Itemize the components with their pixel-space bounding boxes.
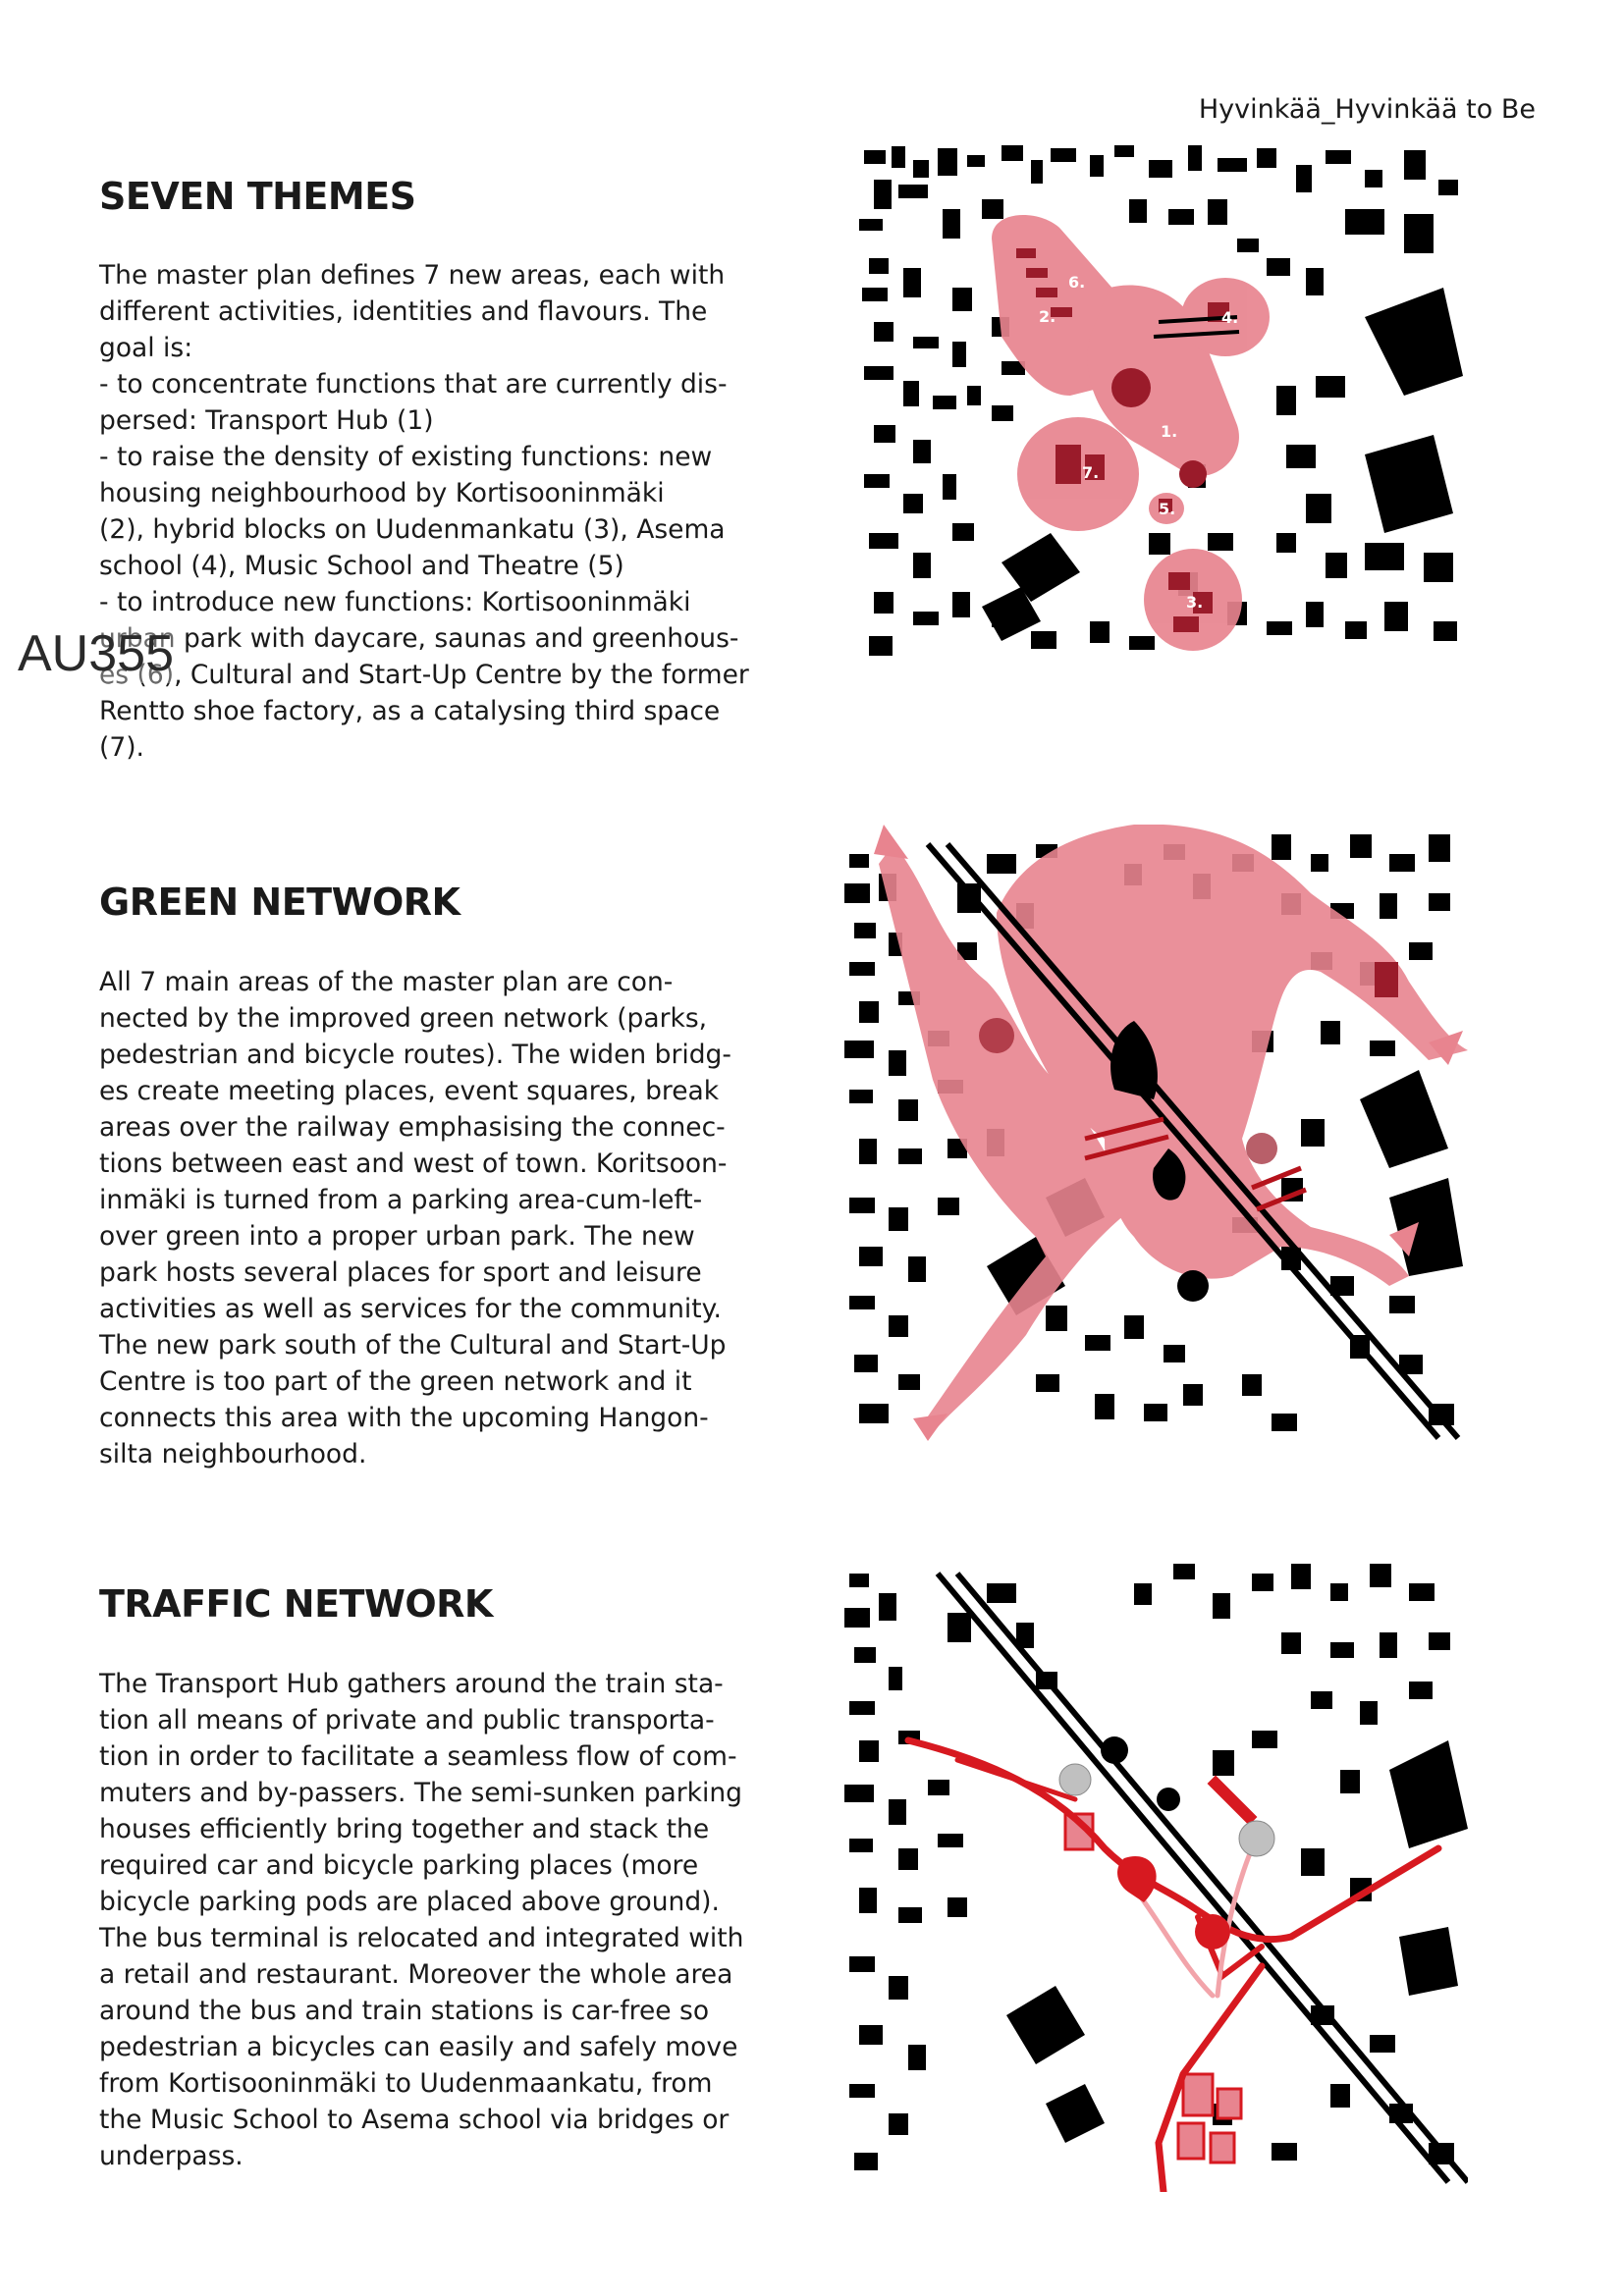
text-line: The master plan defines 7 new areas, each with (99, 260, 726, 291)
section-heading-traffic-network: TRAFFIC NETWORK (99, 1582, 493, 1626)
text-line: es (6), Cultural and Start-Up Centre by the former (99, 660, 749, 690)
map-label: 2. (1039, 307, 1056, 326)
text-line: housing neighbourhood by Kortisooninmäki (99, 478, 665, 508)
transport-hub-buildings (1117, 1776, 1257, 1949)
text-line: around the bus and train stations is car-free so (99, 1996, 710, 2026)
text-line: activities as well as services for the community. (99, 1294, 722, 1324)
text-line: Rentto shoe factory, as a catalysing third space (99, 696, 721, 726)
text-line: from Kortisooninmäki to Uudenmaankatu, from (99, 2068, 713, 2099)
text-line: connects this area with the upcoming Hangon- (99, 1403, 709, 1433)
text-line: - to concentrate functions that are currently dis- (99, 369, 728, 400)
text-line: underpass. (99, 2141, 244, 2171)
text-line: silta neighbourhood. (99, 1439, 367, 1469)
text-line: over green into a proper urban park. The new (99, 1221, 695, 1252)
text-line: tion in order to facilitate a seamless flow of com- (99, 1741, 737, 1772)
map-label: 1. (1161, 422, 1178, 441)
text-line: required car and bicycle parking places (more (99, 1850, 699, 1881)
text-line: - to introduce new functions: Kortisooninmäki (99, 587, 691, 617)
plan-id-label: AU355 (18, 625, 174, 682)
text-line: different activities, identities and flavours. The (99, 296, 708, 327)
text-line: urban park with daycare, saunas and greenhous- (99, 623, 739, 654)
seven-themes-text (99, 257, 777, 766)
text-line: bicycle parking pods are placed above ground). (99, 1887, 720, 1917)
text-line: es create meeting places, event squares, break (99, 1076, 720, 1106)
text-line: tion all means of private and public transporta- (99, 1705, 715, 1735)
text-line: The bus terminal is relocated and integrated with (99, 1923, 744, 1953)
text-line: persed: Transport Hub (1) (99, 405, 434, 436)
text-line: the Music School to Asema school via bridges or (99, 2105, 730, 2135)
map-label: 6. (1068, 273, 1086, 292)
text-line: All 7 main areas of the master plan are con- (99, 967, 674, 997)
green-network-text (99, 964, 777, 1472)
text-line: park hosts several places for sport and leisure (99, 1257, 702, 1288)
text-line: a retail and restaurant. Moreover the whole area (99, 1959, 733, 1990)
text-line: houses efficiently bring together and stack the (99, 1814, 710, 1844)
text-line: Centre is too part of the green network and it (99, 1366, 692, 1397)
text-line: pedestrian and bicycle routes). The widen bridg- (99, 1040, 731, 1070)
section-heading-seven-themes: SEVEN THEMES (99, 175, 416, 218)
text-line: (7). (99, 732, 144, 763)
traffic-network-text (99, 1666, 777, 2174)
text-line: goal is: (99, 333, 193, 363)
building-footprints (844, 1564, 1468, 2170)
text-line: school (4), Music School and Theatre (5) (99, 551, 624, 581)
map-label: 5. (1159, 500, 1176, 518)
text-line: The Transport Hub gathers around the train sta- (99, 1669, 724, 1699)
text-line: (2), hybrid blocks on Uudenmankatu (3), Asema (99, 514, 726, 545)
text-line: tions between east and west of town. Koritsoon- (99, 1148, 728, 1179)
text-line: inmäki is turned from a parking area-cum-left- (99, 1185, 703, 1215)
text-line: pedestrian a bicycles can easily and safely move (99, 2032, 738, 2062)
document-title: Hyvinkää_Hyvinkää to Be (1198, 94, 1536, 125)
text-line: - to raise the density of existing functions: new (99, 442, 713, 472)
seven-themes-map (854, 140, 1473, 670)
map-label: 3. (1186, 593, 1204, 612)
green-network-map (839, 825, 1468, 1443)
map-label: 4. (1221, 308, 1239, 327)
text-line: areas over the railway emphasising the connec- (99, 1112, 726, 1143)
section-heading-green-network: GREEN NETWORK (99, 881, 460, 924)
text-line: The new park south of the Cultural and Start-Up (99, 1330, 727, 1361)
traffic-network-map (839, 1554, 1468, 2192)
map-label: 7. (1082, 463, 1100, 482)
text-line: nected by the improved green network (parks, (99, 1003, 708, 1034)
text-line: muters and by-passers. The semi-sunken parking (99, 1778, 742, 1808)
